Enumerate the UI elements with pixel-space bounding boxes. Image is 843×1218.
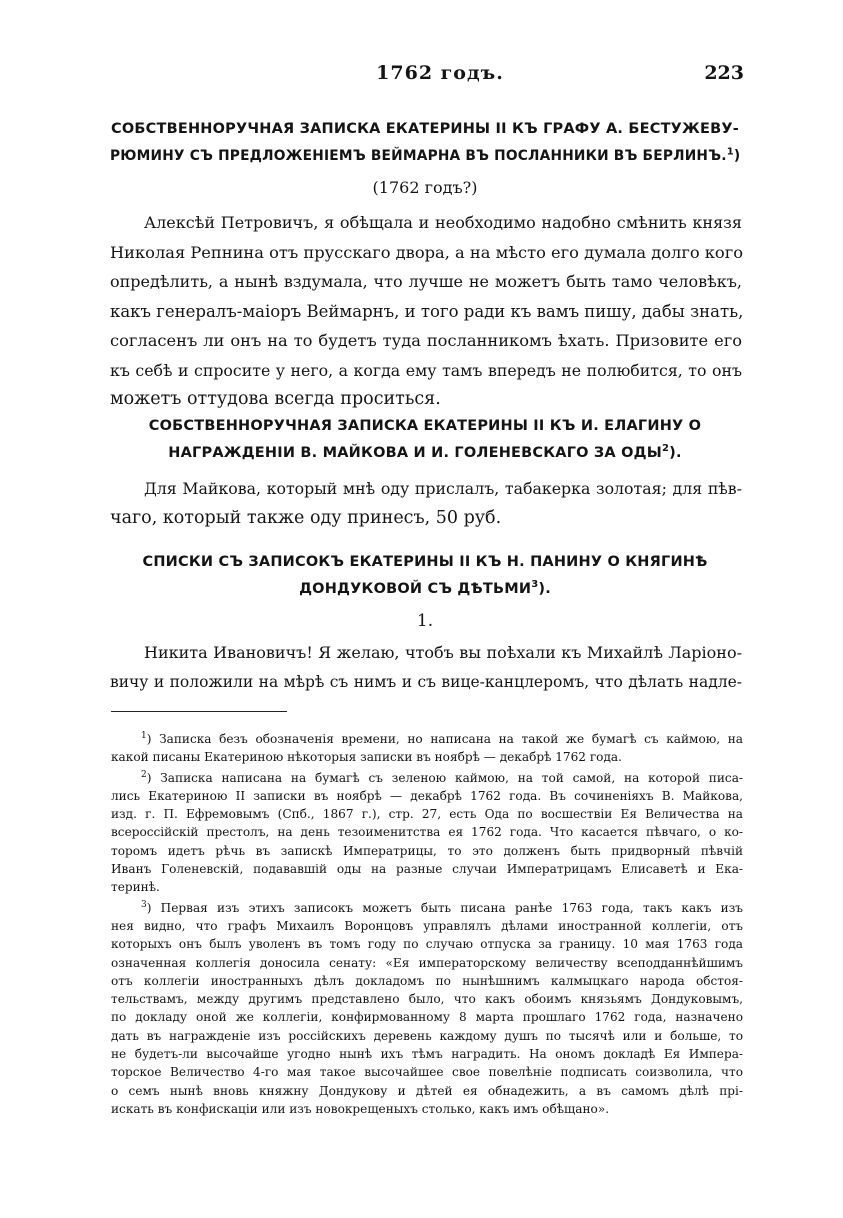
footnotes	[111, 730, 743, 1120]
running-title: 1762 годъ.	[376, 62, 504, 84]
footnote-line: не будетъ-ли высочайше угодно нынѣ ихъ тѣмъ наградить. На ономъ докладѣ Ея Импера-	[111, 1047, 743, 1062]
footnote-line: какой писаны Екатериною нѣкоторыя записки въ ноябрѣ — декабрѣ 1762 года.	[111, 750, 622, 765]
text-line: какъ генералъ-маіоръ Веймарнъ, и того ради къ вамъ пишу, дабы знать,	[110, 301, 744, 321]
section-3-title-line: ДОНДУКОВОЙ СЪ ДѢТЬМИ$^3$).	[299, 579, 551, 597]
text-line: къ себѣ и спросите у него, а когда ему тамъ впередъ не полюбится, то онъ	[110, 360, 742, 380]
footnote-line: $^3$) Первая изъ этихъ записокъ можетъ быть писана ранѣе 1763 года, такъ какъ изъ	[141, 899, 743, 915]
footnote-line: нея видно, что графъ Михаилъ Воронцовъ управлялъ дѣлами иностранной коллегіи, отъ	[111, 918, 743, 933]
section-1-date: (1762 годъ?)	[372, 178, 478, 197]
text-line: опредѣлить, а нынѣ вздумала, что лучше не можетъ быть тамо человѣкъ,	[110, 272, 742, 291]
page-header	[140, 62, 744, 92]
page-number: 223	[704, 62, 744, 84]
footnote-line: тельствамъ, между другимъ представлено было, что какъ обоимъ князьямъ Дондуковымъ,	[111, 992, 743, 1007]
footnote-line: Иванъ Голеневскій, подававшій оды на разные случаи Императрицамъ Елисаветѣ и Ека-	[111, 862, 743, 877]
text-line: Никита Ивановичъ! Я желаю, чтобъ вы поѣхали къ Михайлѣ Ларіоно-	[144, 643, 742, 662]
footnote-2	[111, 769, 743, 897]
footnote-ref-1: 1	[726, 146, 734, 158]
footnote-marker: 3	[141, 899, 147, 910]
footnote-line: всероссійскій престолъ, на день тезоименитства ея 1762 года. Что касается пѣвчаго, о ко-	[111, 825, 743, 840]
section-1-title-line: СОБСТВЕННОРУЧНАЯ ЗАПИСКА ЕКАТЕРИНЫ II КЪ ГРАФУ А. БЕСТУЖЕВУ-	[111, 121, 739, 137]
footnote-line: искать въ конфискаціи или изъ новокрещеныхъ столько, какъ имъ обѣщано».	[111, 1101, 610, 1116]
footnote-line: торское Величество 4-го мая такое высочайшее свое повелѣніе подписать соизволила, что	[111, 1065, 743, 1080]
text-line: согласенъ ли онъ на то будетъ туда посланникомъ ѣхать. Призовите его	[110, 331, 742, 350]
text-line: чаго, который также оду принесъ, 50 руб.	[110, 507, 502, 528]
text-line: вичу и положили на мѣрѣ съ нимъ и съ вице-канцлеромъ, что дѣлать надле-	[110, 672, 742, 691]
footnote-line: о семъ нынѣ вновь княжну Дондукову и дѣтей ея обнадежить, а въ самомъ дѣлѣ прі-	[111, 1083, 743, 1098]
text-line: Николая Репнина отъ прусскаго двора, а на мѣсто его думала долго кого	[110, 242, 744, 262]
footnote-line: теринѣ.	[111, 880, 160, 895]
section-1-text	[110, 208, 742, 415]
footnote-line: означенная коллегія доносила сенату: «Ея императорскому величеству всеподданнѣйшимъ	[111, 955, 743, 970]
text-line: Алексѣй Петровичъ, я обѣщала и необходимо надобно смѣнить князя	[144, 213, 742, 232]
footnote-line: $^2$) Записка написана на бумагѣ съ зеленою каймою, на той самой, на которой писа-	[141, 769, 743, 785]
footnote-line: дать въ награжденіе изъ россійскихъ деревень каждому душъ по тысячѣ или и больше, то	[111, 1028, 743, 1043]
footnote-marker: 2	[141, 769, 147, 780]
section-2-title	[110, 413, 740, 467]
footnote-line: $^1$) Записка безъ обозначенія времени, но написана на такой же бумагѣ съ каймою, на	[141, 730, 743, 746]
section-2-title-line: СОБСТВЕННОРУЧНАЯ ЗАПИСКА ЕКАТЕРИНЫ II КЪ И. ЕЛАГИНУ О	[148, 418, 702, 434]
footnote-line: лись Екатериною II записки въ ноябрѣ — декабрѣ 1762 года. Въ сочиненіяхъ В. Майкова,	[111, 788, 743, 803]
footnote-line: которыхъ онъ былъ уволенъ въ томъ году по случаю отпуска за границу. 10 мая 1763 года	[111, 937, 743, 952]
footnote-line: торомъ идетъ рѣчь въ запискѣ Императрицы, то это долженъ быть придворный пѣвчій	[111, 843, 743, 858]
footnote-3	[111, 899, 743, 1119]
section-2-text	[110, 474, 742, 533]
footnote-marker: 1	[141, 730, 147, 741]
section-3-text	[110, 638, 742, 697]
section-1-title	[110, 116, 740, 170]
footnote-1	[111, 730, 743, 767]
footnote-ref-3: 3	[531, 579, 539, 591]
footnote-ref-2: 2	[661, 443, 670, 455]
footnote-line: по докладу оной же коллегіи, конфирмованному 8 марта прошлаго 1762 года, назначено	[111, 1010, 743, 1025]
footnote-line: отъ коллегіи иностранныхъ дѣлъ докладомъ по нынѣшнимъ калмыцкаго народа обстоя-	[111, 973, 743, 988]
text-line: можетъ оттудова всегда проситься.	[110, 389, 441, 409]
section-2-title-line: НАГРАЖДЕНІИ В. МАЙКОВА И И. ГОЛЕНЕВСКАГО ЗА ОДЫ$^2$).	[168, 443, 682, 461]
letter-number: 1.	[416, 611, 434, 631]
text-line: Для Майкова, который мнѣ оду прислалъ, табакерка золотая; для пѣв-	[144, 479, 742, 498]
section-3-title	[110, 549, 740, 603]
footnote-line: изд. г. П. Ефремовымъ (Спб., 1867 г.), стр. 27, есть Ода по восшествіи Ея Величества на	[111, 807, 743, 822]
footnote-divider	[111, 711, 287, 712]
section-1-title-line: РЮМИНУ СЪ ПРЕДЛОЖЕНІЕМЪ ВЕЙМАРНА ВЪ ПОСЛАННИКИ ВЪ БЕРЛИНЪ.$^1$)	[110, 146, 741, 164]
section-3-title-line: СПИСКИ СЪ ЗАПИСОКЪ ЕКАТЕРИНЫ II КЪ Н. ПАНИНУ О КНЯГИНѢ	[142, 554, 708, 570]
